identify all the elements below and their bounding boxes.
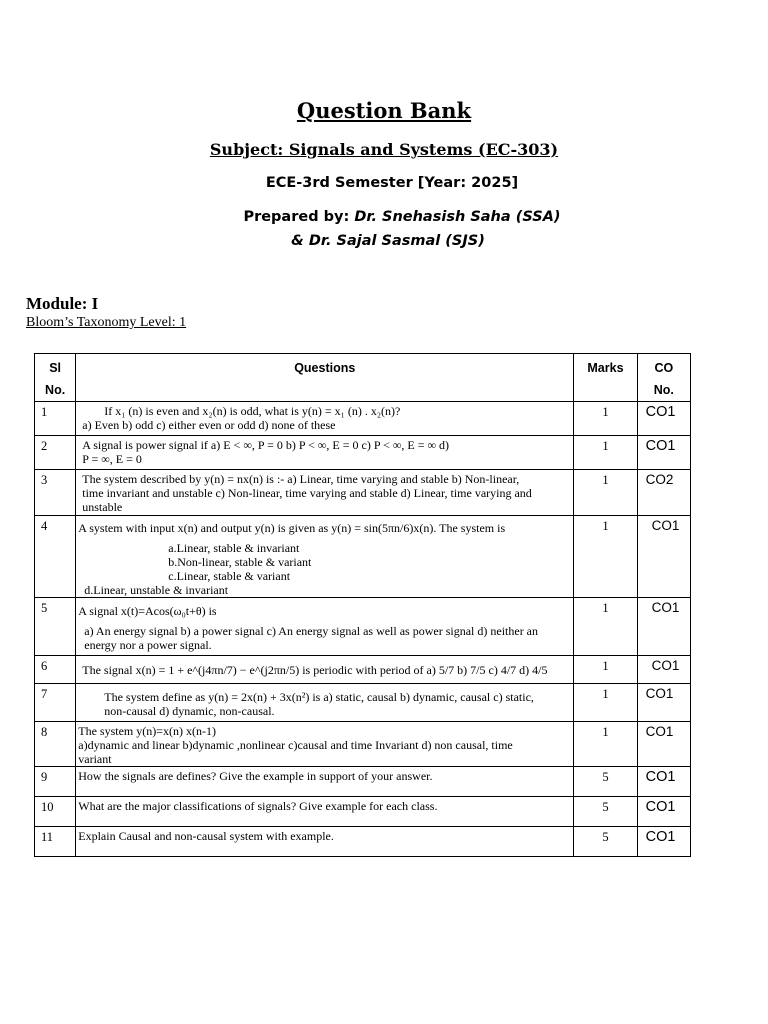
row-question: How the signals are defines? Give the example in support of your answer. [76,767,574,797]
table-row [35,470,691,516]
row-sl: 7 [35,684,76,722]
row-co: CO2 [637,470,690,516]
header-questions: Questions [76,354,574,402]
question-line: time invariant and unstable c) Non-linear, time varying and stable d) Linear, time varying and [82,486,532,500]
prepared-label: Prepared by: [243,209,350,225]
option-c: c.Linear, stable & variant [168,569,291,583]
row-co: CO1 [637,598,690,656]
row-co: CO1 [637,402,690,436]
subject-text: Subject: Signals and Systems (EC-303) [209,140,559,159]
row-sl: 5 [35,598,76,656]
option-d: d.Linear, unstable & invariant [84,583,229,597]
table-row [35,767,691,797]
prepared-author-1: Dr. Snehasish Saha (SSA) [354,209,561,225]
header-co-line1: CO [654,361,674,375]
row-question [76,470,574,516]
row-marks: 1 [574,516,637,598]
row-marks: 5 [574,767,637,797]
row-marks: 1 [574,656,637,684]
question-line: P = ∞, E = 0 [82,452,142,466]
header-co-line2: No. [653,383,674,397]
prepared-author-2: & Dr. Sajal Sasmal (SJS) [291,233,485,249]
row-marks: 1 [574,684,637,722]
header-co [637,354,690,402]
row-marks: 5 [574,827,637,857]
row-co: CO1 [637,516,690,598]
row-question: What are the major classifications of signals? Give example for each class. [76,797,574,827]
page-title-text: Question Bank [296,98,472,123]
row-marks: 1 [574,470,637,516]
option-b: b.Non-linear, stable & variant [168,555,312,569]
question-line: The system define as y(n) = 2x(n) + 3x(n²) is a) static, causal b) dynamic, causal c) static, [104,690,534,704]
table-row [35,598,691,656]
module-title: Module: I [26,294,99,313]
row-question [76,598,574,656]
question-table [34,353,691,857]
table-row [35,722,691,767]
row-question [76,516,574,598]
semester-line: ECE-3rd Semester [Year: 2025] [265,175,519,191]
option-a: a.Linear, stable & invariant [168,541,300,555]
question-line: a)dynamic and linear b)dynamic ,nonlinear c)causal and time Invariant d) non causal, time [78,738,513,752]
table-header-row [35,354,691,402]
question-line: unstable [82,500,123,514]
table-row [35,402,691,436]
question-line: The system described by y(n) = nx(n) is :- a) Linear, time varying and stable b) Non-linear, [82,472,520,486]
question-line: a) An energy signal b) a power signal c) An energy signal as well as power signal d) neither an [84,624,539,638]
question-line: If x₁ (n) is even and x₂(n) is odd, what is y(n) = x₁ (n) . x₂(n)? [104,404,401,418]
question-line: A signal x(t)=Acos(ω₀t+θ) is [78,604,217,618]
row-co: CO1 [637,767,690,797]
row-marks: 1 [574,722,637,767]
bloom-level: Bloom’s Taxonomy Level: 1 [26,315,187,330]
row-marks: 1 [574,598,637,656]
table-row [35,436,691,470]
row-sl: 11 [35,827,76,857]
header-marks: Marks [574,354,637,402]
table-row [35,656,691,684]
table-row [35,684,691,722]
question-line: A signal is power signal if a) E < ∞, P = 0 b) P < ∞, E = 0 c) P < ∞, E = ∞ d) [82,438,450,452]
subject-line [0,140,768,159]
row-co: CO1 [637,684,690,722]
table-row [35,827,691,857]
row-sl: 9 [35,767,76,797]
row-marks: 1 [574,402,637,436]
row-sl: 2 [35,436,76,470]
question-line: A system with input x(n) and output y(n) is given as y(n) = sin(5πn/6)x(n). The system is [78,521,506,535]
question-line: non-causal d) dynamic, non-causal. [104,704,275,718]
question-line: a) Even b) odd c) either even or odd d) none of these [82,418,336,432]
question-line: variant [78,752,112,766]
table-row [35,516,691,598]
row-sl: 1 [35,402,76,436]
header-sl [35,354,76,402]
row-question: Explain Causal and non-causal system with example. [76,827,574,857]
row-question [76,436,574,470]
header-sl-line2: No. [45,383,66,397]
row-question [76,722,574,767]
row-sl: 4 [35,516,76,598]
row-marks: 5 [574,797,637,827]
table-row [35,797,691,827]
row-marks: 1 [574,436,637,470]
page-title [0,98,768,123]
row-co: CO1 [637,797,690,827]
row-co: CO1 [637,656,690,684]
question-line: energy nor a power signal. [84,638,212,652]
row-sl: 10 [35,797,76,827]
row-co: CO1 [637,436,690,470]
row-sl: 6 [35,656,76,684]
row-sl: 8 [35,722,76,767]
row-question: The signal x(n) = 1 + e^(j4πn/7) − e^(j2πn/5) is periodic with period of a) 5/7 b) 7/5 c) 4/7 d) 4/5 [76,656,574,684]
question-line: The system y(n)=x(n) x(n-1) [78,724,216,738]
row-sl: 3 [35,470,76,516]
prepared-by-line [18,209,768,225]
header-sl-line1: Sl [49,361,62,375]
row-question [76,402,574,436]
row-question [76,684,574,722]
row-co: CO1 [637,827,690,857]
row-co: CO1 [637,722,690,767]
